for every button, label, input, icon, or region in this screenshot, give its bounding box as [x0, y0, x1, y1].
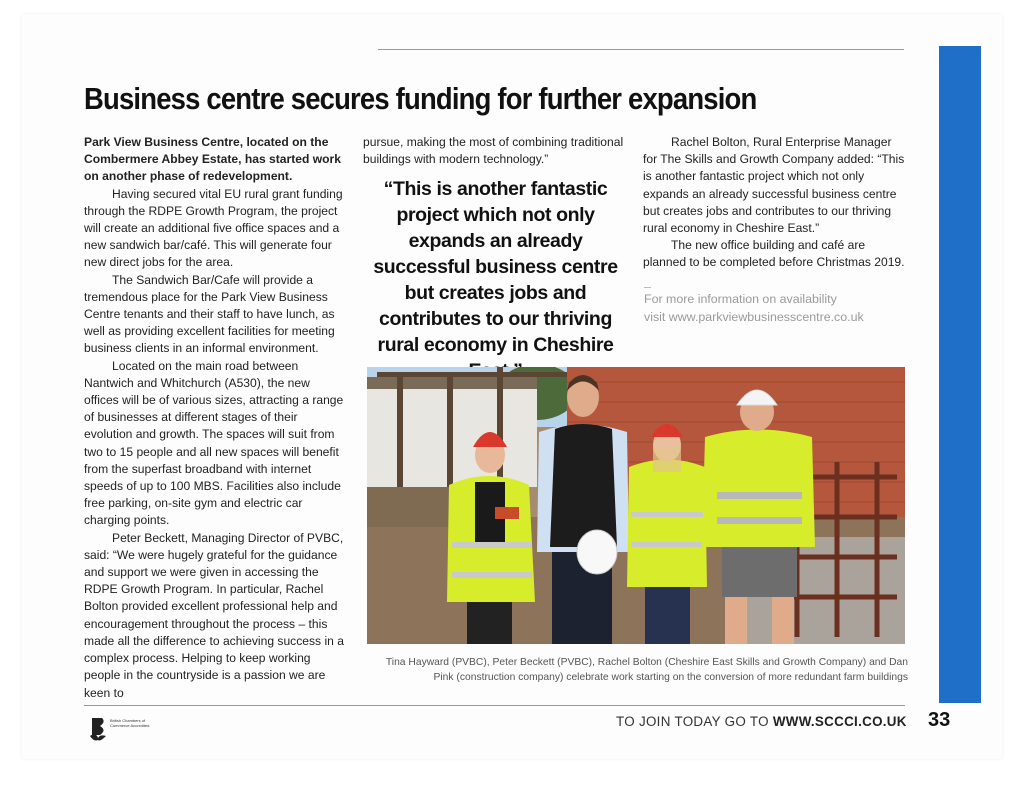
body-paragraph: The Sandwich Bar/Cafe will provide a tremendous place for the Park View Business Centre tenants and their staff to have lunch, as well as providing excellent facilities for meeting business clients in an informal environment.	[84, 272, 335, 356]
page-number: 33	[928, 709, 951, 731]
more-info-link[interactable]: visit www.parkviewbusinesscentre.co.uk	[644, 310, 864, 324]
more-info-box	[644, 290, 906, 326]
article-headline: Business centre secures funding for further expansion	[84, 82, 757, 116]
chamber-logo-icon	[88, 716, 108, 742]
article-column-1	[84, 134, 347, 702]
info-dash	[644, 287, 651, 288]
body-paragraph: The new office building and café are planned to be completed before Christmas 2019.	[643, 238, 905, 270]
pull-quote: “This is another fantastic project which not only expands an already successful business centre but creates jobs and contributes to our thriving rural economy in Cheshire	[373, 178, 618, 356]
article-column-3	[643, 134, 905, 272]
chamber-logo	[88, 716, 148, 742]
top-divider	[378, 49, 904, 50]
body-paragraph: pursue, making the most of combining traditional buildings with modern technology.”	[363, 135, 624, 167]
logo-text: British Chambers of Commerce Accredited	[110, 718, 150, 728]
photo-caption: Tina Hayward (PVBC), Peter Beckett (PVBC), Rachel Bolton (Cheshire East Skills and Growth Company) and Dan Pink (construction company) celebrate work starting on the conversion of more redundant farm buildings	[385, 657, 908, 683]
join-cta	[616, 714, 907, 729]
join-cta-text: TO JOIN TODAY GO TO	[616, 714, 773, 729]
body-paragraph: Peter Beckett, Managing Director of PVBC, said: “We were hugely grateful for the guidance and support we were given in accessing the RDPE Growth Program. In particular, Rachel Bolton provided excellent professional help and encouragement throughout the process – this made all the difference to achieving success in a complex process. Helping to keep working people in the countryside is a passion we are keen to	[84, 530, 344, 700]
body-paragraph: Rachel Bolton, Rural Enterprise Manager for The Skills and Growth Company added: “This is another fantastic project which not only expands an already successful business centre but creates jobs and contributes to our thriving rural economy in Cheshire East.”	[643, 135, 905, 236]
body-paragraph: Located on the main road between Nantwich and Whitchurch (A530), the new offices will be of various sizes, attracting a range of businesses at different stages of their evolution and growth. The spaces will suit from two to 15 people and all new spaces will benefit from the superfast broadband with internet speeds of up to 100 MBS. Facilities also include free parking, on-site gym and electric car charging points.	[84, 358, 344, 528]
article-column-2	[363, 134, 628, 168]
photo-illustration	[367, 367, 905, 644]
lead-paragraph: Park View Business Centre, located on the Combermere Abbey Estate, has started work on another phase of redevelopment.	[84, 135, 341, 184]
body-paragraph: Having secured vital EU rural grant funding through the RDPE Growth Program, the project will create an additional five office spaces and a new sandwich bar/café. This will generate four new direct jobs for the area.	[84, 186, 343, 270]
more-info-line: For more information on availability	[644, 292, 837, 306]
accent-bar	[939, 46, 981, 703]
join-cta-link[interactable]: WWW.SCCCI.CO.UK	[772, 714, 907, 729]
article-photo	[367, 367, 905, 644]
footer-divider	[84, 705, 905, 706]
